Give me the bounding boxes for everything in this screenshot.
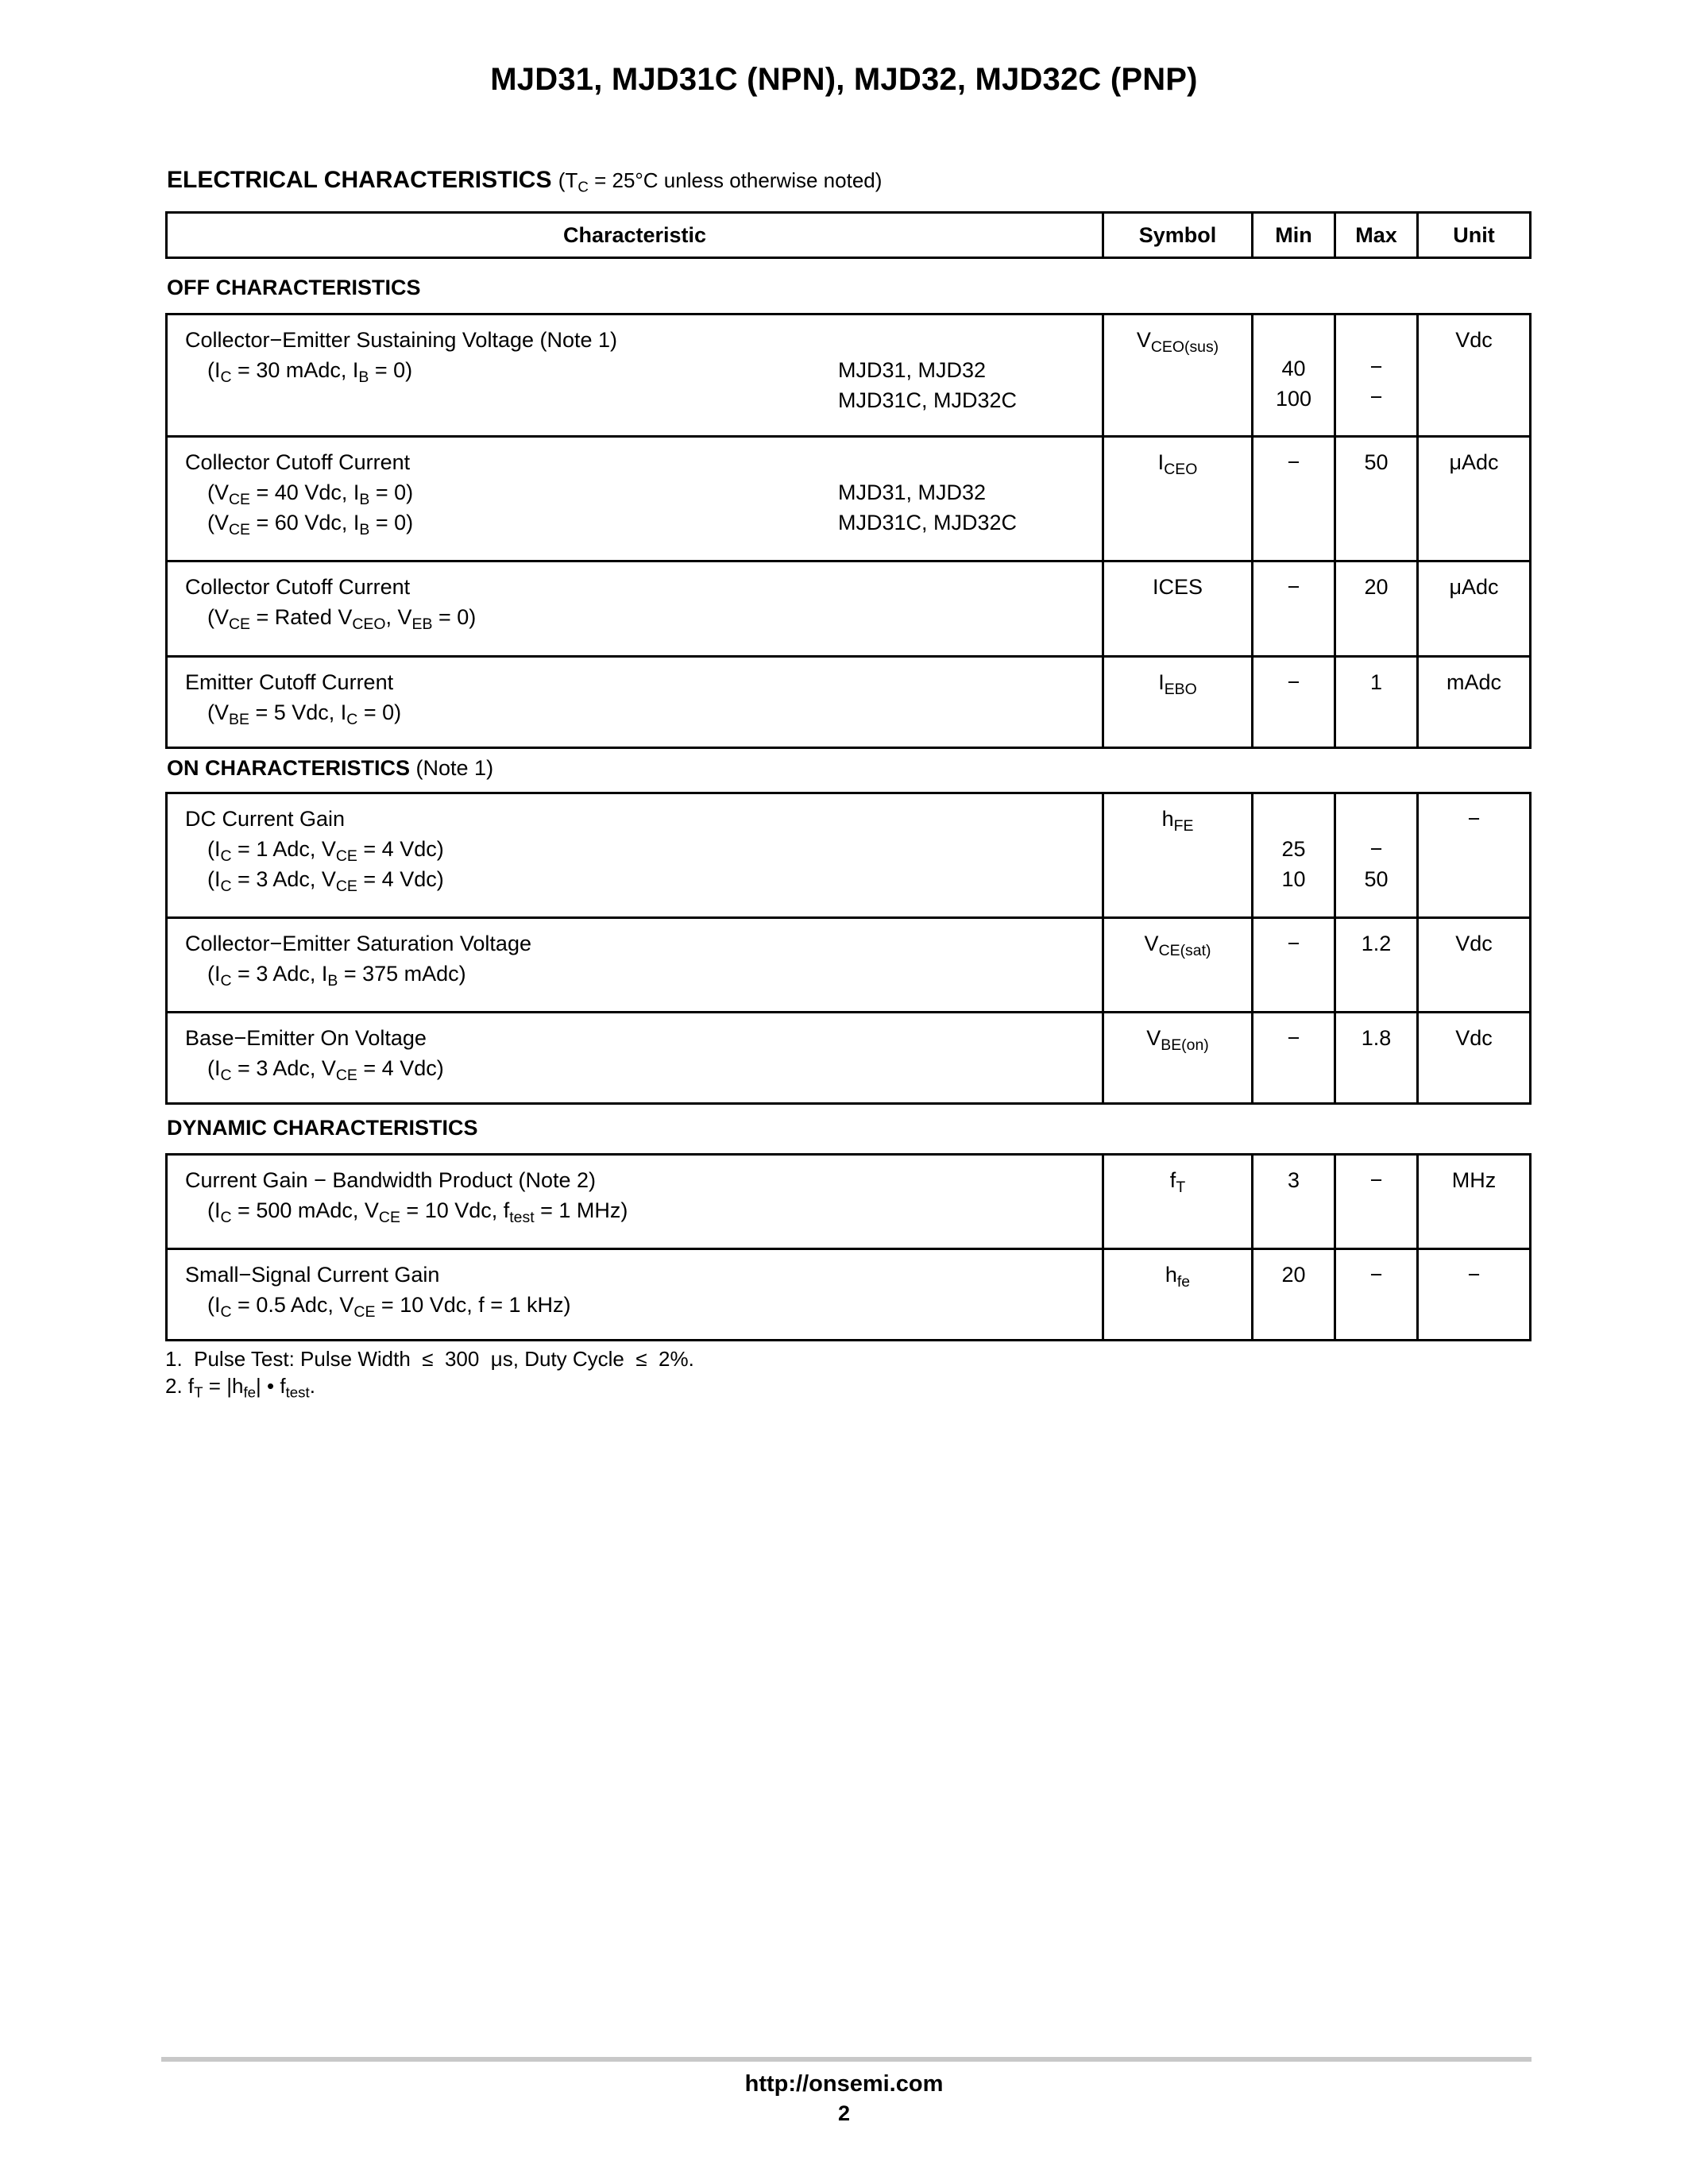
row-min: −: [1287, 450, 1300, 474]
row-min: 10: [1281, 867, 1306, 891]
footnote-2: 2. $f_T = |h_{fe}|$ • $f_{test}$.: [165, 1374, 315, 1401]
row-condition: ($V_{CE} = 40$ Vdc, $I_B = 0$): [207, 480, 414, 508]
row-max: −: [1369, 1263, 1383, 1287]
row-name: Small−Signal Current Gain: [185, 1263, 440, 1287]
row-min: 100: [1275, 387, 1312, 411]
table-row: [168, 794, 1529, 916]
row-condition: ($V_{CE} = 60$ Vdc, $I_B = 0$): [207, 511, 414, 538]
row-name: Emitter Cutoff Current: [185, 670, 394, 694]
footnotes: [165, 1345, 694, 1399]
row-unit: −: [1467, 1263, 1481, 1287]
row-symbol: $h_{fe}$: [1165, 1263, 1191, 1291]
row-unit: μAdc: [1449, 575, 1499, 599]
table-row: [168, 560, 1529, 655]
row-max: 1: [1369, 670, 1383, 694]
row-symbol: $I_{CEO}$: [1157, 450, 1198, 478]
row-unit: MHz: [1451, 1168, 1497, 1192]
off-characteristics-table: [165, 313, 1532, 749]
table-row: [168, 1156, 1529, 1248]
on-characteristics-title: ON CHARACTERISTICS (Note 1): [167, 756, 494, 780]
row-max: 50: [1364, 867, 1389, 891]
electrical-characteristics-heading: [167, 167, 882, 194]
row-max: −: [1369, 385, 1383, 409]
col-min: Min: [1251, 214, 1334, 257]
row-unit: mAdc: [1446, 670, 1502, 694]
row-condition: ($I_C = 3$ Adc, $I_B = 375$ mAdc): [207, 962, 466, 990]
row-name: Current Gain − Bandwidth Product (Note 2): [185, 1168, 597, 1192]
row-model: MJD31, MJD32: [838, 358, 987, 382]
row-model: MJD31C, MJD32C: [838, 511, 1018, 534]
row-min: 20: [1281, 1263, 1306, 1287]
page-number: 2: [837, 2101, 851, 2125]
row-name: Collector Cutoff Current: [185, 575, 411, 599]
footnote-1: 1. Pulse Test: Pulse Width ≤ 300 μs, Duty Cycle ≤ 2%.: [165, 1347, 694, 1371]
table-row: [168, 315, 1529, 435]
row-symbol: $V_{BE(on)}$: [1146, 1026, 1209, 1054]
row-max: −: [1369, 837, 1383, 861]
row-min: −: [1287, 670, 1300, 694]
on-characteristics-table: [165, 792, 1532, 1105]
row-min: −: [1287, 1026, 1300, 1050]
row-symbol: $f_T$: [1169, 1168, 1186, 1196]
footer-url[interactable]: http://onsemi.com: [744, 2071, 944, 2097]
row-max: −: [1369, 355, 1383, 379]
row-condition: ($I_C = 500$ mAdc, $V_{CE} = 10$ Vdc, $f_{test} = 1$ MHz): [207, 1198, 628, 1226]
table-row: [168, 655, 1529, 747]
on-characteristics-note: (Note 1): [415, 756, 494, 780]
row-condition: ($I_C = 3$ Adc, $V_{CE} = 4$ Vdc): [207, 1056, 444, 1084]
row-unit: Vdc: [1455, 1026, 1493, 1050]
row-symbol: $V_{CE(sat)}$: [1144, 932, 1211, 959]
row-condition: ($V_{CE}$ = Rated $V_{CEO}$, $V_{EB} = 0$): [207, 605, 477, 633]
row-name: DC Current Gain: [185, 807, 346, 831]
col-unit: Unit: [1416, 214, 1529, 257]
row-name: Base−Emitter On Voltage: [185, 1026, 427, 1050]
row-name: Collector−Emitter Saturation Voltage: [185, 932, 531, 955]
row-symbol: ICES: [1152, 575, 1203, 599]
col-symbol: Symbol: [1102, 214, 1251, 257]
dynamic-characteristics-title: DYNAMIC CHARACTERISTICS: [167, 1116, 478, 1140]
row-min: 3: [1287, 1168, 1300, 1192]
page-title: MJD31, MJD31C (NPN), MJD32, MJD32C (PNP): [490, 62, 1198, 97]
row-condition: ($V_{BE} = 5$ Vdc, $I_C = 0$): [207, 700, 402, 728]
row-max: 20: [1364, 575, 1389, 599]
row-symbol: $V_{CEO(sus)}$: [1136, 328, 1219, 356]
footer-divider: [161, 2057, 1532, 2062]
row-max: −: [1369, 1168, 1383, 1192]
col-characteristic: Characteristic: [562, 223, 707, 247]
row-unit: −: [1467, 807, 1481, 831]
row-model: MJD31, MJD32: [838, 480, 987, 504]
off-characteristics-title: OFF CHARACTERISTICS: [167, 276, 421, 299]
heading-condition: ($T_C = 25^\circ C$ unless otherwise noted): [558, 168, 883, 195]
row-min: 25: [1281, 837, 1306, 861]
row-min: 40: [1281, 357, 1306, 380]
row-max: 1.2: [1361, 932, 1392, 955]
column-header-table: [165, 211, 1532, 259]
row-max: 50: [1364, 450, 1389, 474]
table-row: [168, 1011, 1529, 1102]
table-row: [168, 435, 1529, 560]
row-symbol: $I_{EBO}$: [1158, 670, 1197, 698]
dynamic-characteristics-table: [165, 1153, 1532, 1341]
row-min: −: [1287, 932, 1300, 955]
row-name: Collector−Emitter Sustaining Voltage (Note 1): [185, 328, 618, 352]
row-unit: Vdc: [1455, 932, 1493, 955]
row-condition: ($I_C = 1$ Adc, $V_{CE} = 4$ Vdc): [207, 837, 444, 865]
row-model: MJD31C, MJD32C: [838, 388, 1018, 412]
row-condition: ($I_C = 30$ mAdc, $I_B = 0$): [207, 358, 413, 386]
table-row: [168, 1248, 1529, 1339]
row-min: −: [1287, 575, 1300, 599]
row-unit: μAdc: [1449, 450, 1499, 474]
heading-main: ELECTRICAL CHARACTERISTICS: [167, 167, 552, 193]
row-condition: ($I_C = 0.5$ Adc, $V_{CE} = 10$ Vdc, f = 1 kHz): [207, 1293, 571, 1321]
row-symbol: $h_{FE}$: [1161, 807, 1194, 835]
row-max: 1.8: [1361, 1026, 1392, 1050]
col-max: Max: [1334, 214, 1416, 257]
row-unit: Vdc: [1455, 328, 1493, 352]
row-name: Collector Cutoff Current: [185, 450, 411, 474]
row-condition: ($I_C = 3$ Adc, $V_{CE} = 4$ Vdc): [207, 867, 444, 895]
table-row: [168, 916, 1529, 1011]
